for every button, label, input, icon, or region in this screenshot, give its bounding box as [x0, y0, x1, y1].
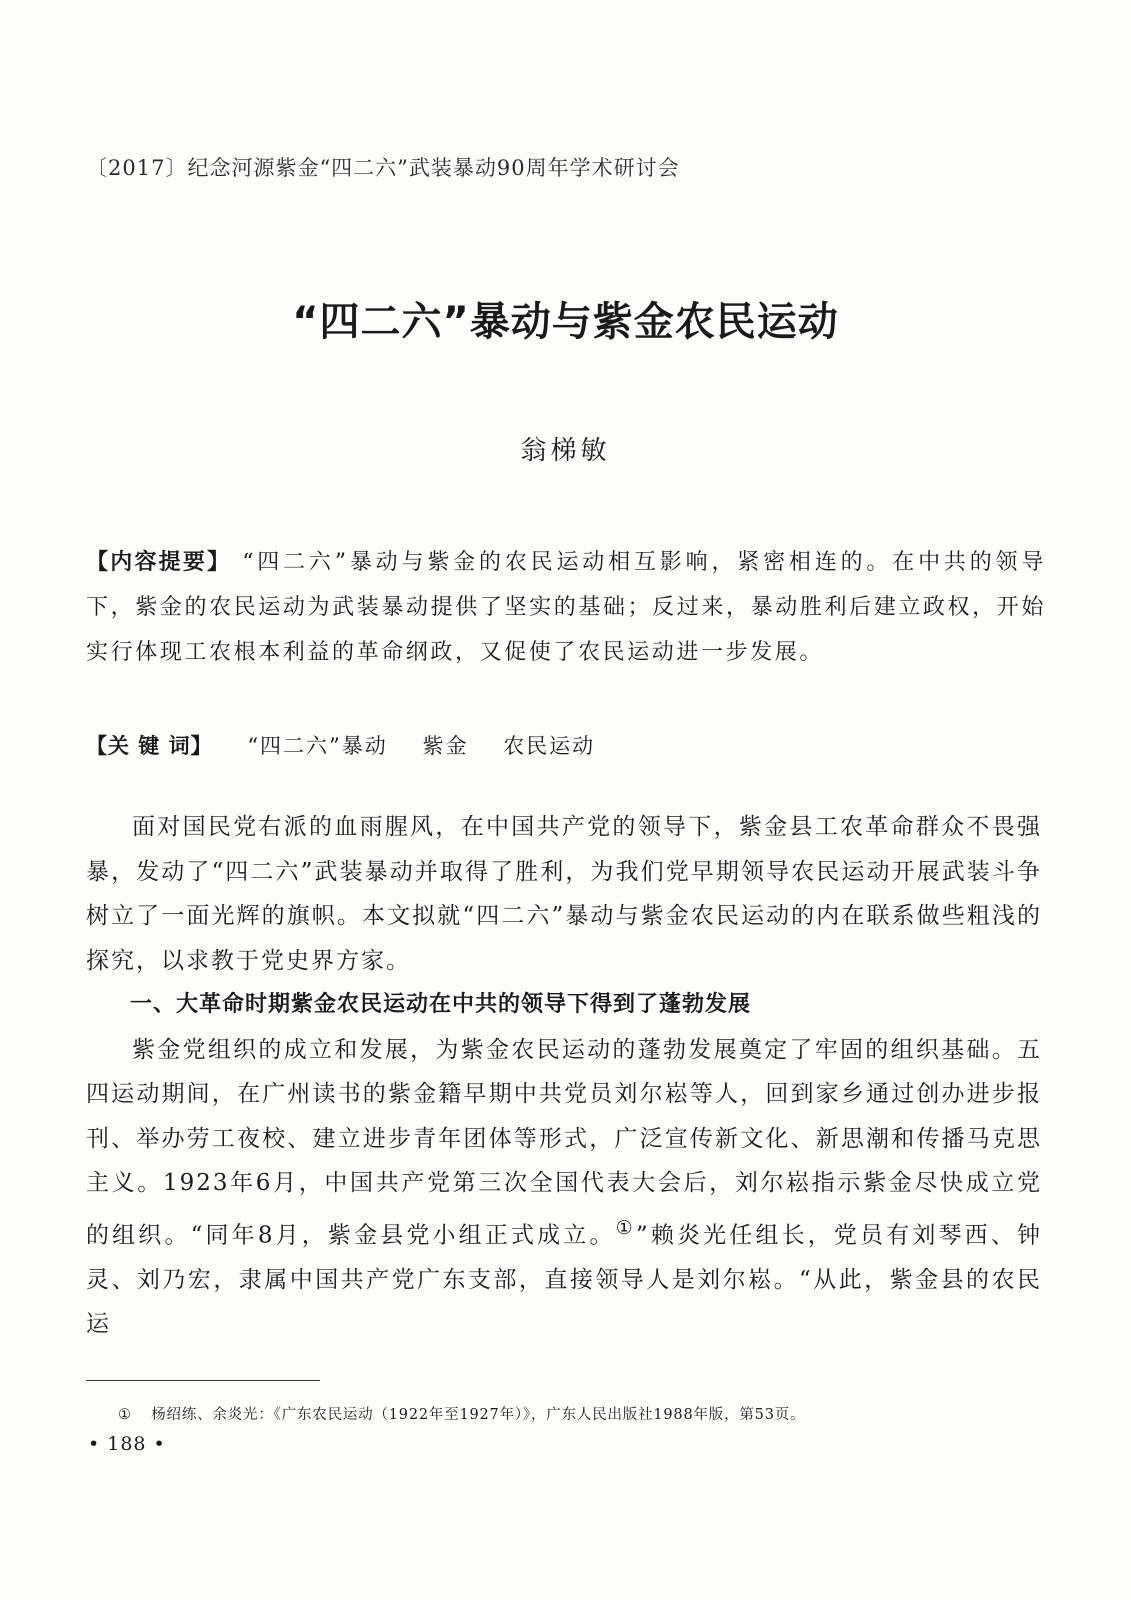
- keyword-item: “四二六”暴动: [247, 734, 388, 758]
- keyword-item: 紫金: [422, 734, 469, 758]
- keyword-item: 农民运动: [503, 734, 596, 758]
- conference-header: 〔2017〕纪念河源紫金“四二六”武装暴动90周年学术研讨会: [86, 156, 680, 180]
- article-title: “四二六”暴动与紫金农民运动: [292, 299, 839, 345]
- footnote-mark: ①: [118, 1407, 132, 1423]
- footnote-text: 杨绍练、余炎光：《广东农民运动（1922年至1927年）》，广东人民出版社1988年版，第53页。: [151, 1407, 806, 1423]
- intro-paragraph: 面对国民党右派的血雨腥风，在中国共产党的领导下，紫金县工农革命群众不畏强暴，发动了“四二六”武装暴动并取得了胜利，为我们党早期领导农民运动开展武装斗争树立了一面光辉的旗帜。本文拟就“四二六”暴动与紫金农民运动的内在联系做些粗浅的探究，以求教于党史界方家。: [86, 814, 1042, 974]
- section-heading: 一、大革命时期紫金农民运动在中共的领导下得到了蓬勃发展: [130, 992, 752, 1017]
- article-body: [86, 805, 1042, 1347]
- keywords: [86, 730, 595, 760]
- body-paragraph: [86, 1028, 1042, 1347]
- abstract: [86, 540, 1046, 675]
- keywords-label: 【关 键 词】: [86, 734, 213, 758]
- paragraph-text: ”赖炎光任组长，党员有刘琴西、钟灵、刘乃宏，隶属中国共产党广东支部，直接领导人是刘尔崧。“从此，紫金县的农民运: [86, 1222, 1042, 1338]
- page-number: • 188 •: [88, 1433, 166, 1455]
- article-author: 翁梯敏: [520, 436, 611, 466]
- footnote-reference: ①: [615, 1215, 636, 1239]
- footnote-divider: [86, 1380, 320, 1381]
- abstract-text: “四二六”暴动与紫金的农民运动相互影响，紧密相连的。在中共的领导下，紫金的农民运动为武装暴动提供了坚实的基础；反过来，暴动胜利后建立政权，开始实行体现工农根本利益的革命纲政，又促使了农民运动进一步发展。: [86, 550, 1046, 665]
- paragraph-text: 紫金党组织的成立和发展，为紫金农民运动的蓬勃发展奠定了牢固的组织基础。五四运动期间，在广州读书的紫金籍早期中共党员刘尔崧等人，回到家乡通过创办进步报刊、举办劳工夜校、建立进步青年团体等形式，广泛宣传新文化、新思潮和传播马克思主义。1923年6月，中国共产党第三次全国代表大会后，刘尔崧指示紫金尽快成立党的组织。“同年8月，紫金县党小组正式成立。: [86, 1036, 1042, 1249]
- footnote: [118, 1403, 805, 1424]
- abstract-label: 【内容提要】: [86, 550, 232, 575]
